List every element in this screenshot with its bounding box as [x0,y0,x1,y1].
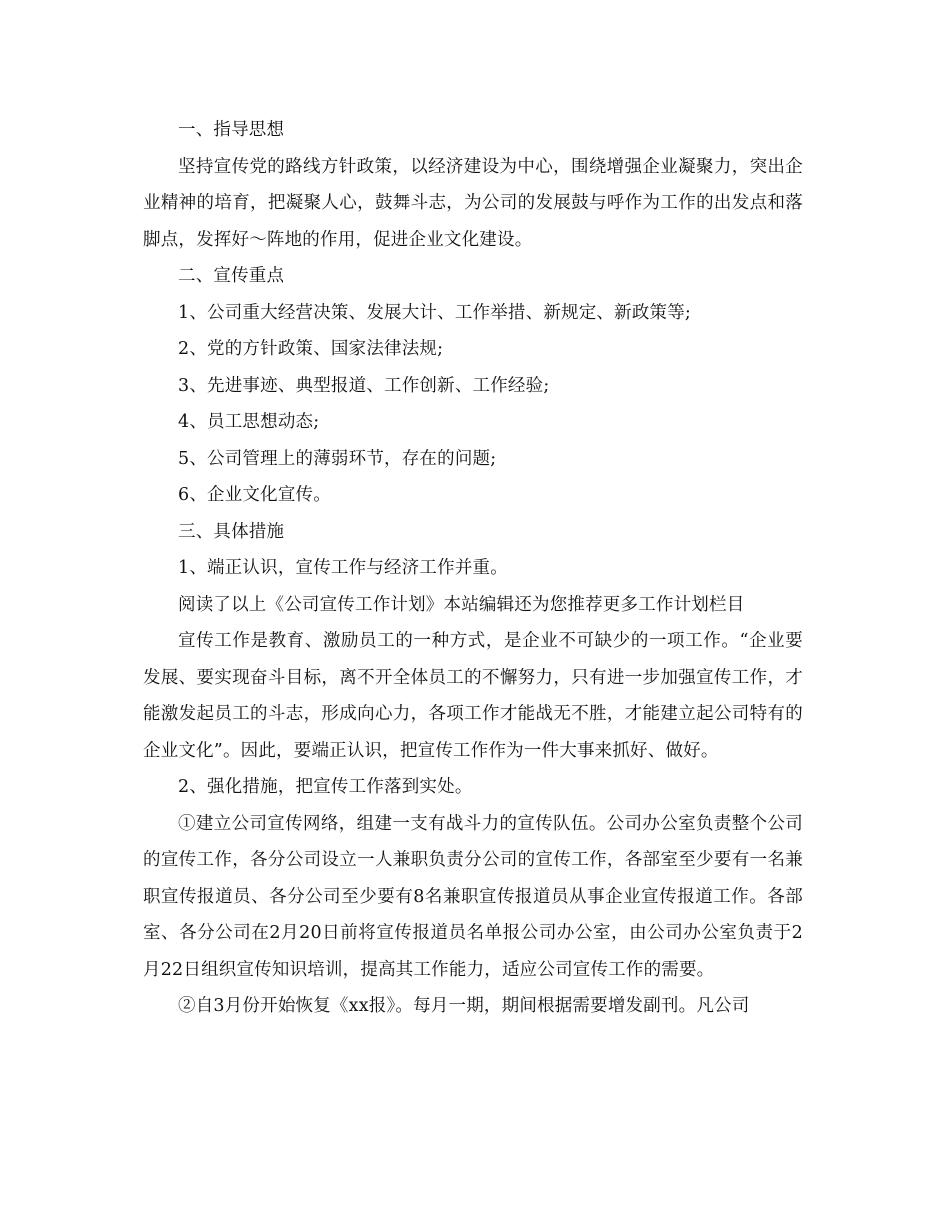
paragraph-guiding-ideology: 坚持宣传党的路线方针政策，以经济建设为中心，围绕增强企业凝聚力，突出企业精神的培育，把凝聚人心，鼓舞斗志，为公司的发展鼓与呼作为工作的出发点和落脚点，发挥好～阵地的作用，促进企业文化建设。 [143,156,803,250]
section-heading-specific-measures: 三、具体措施 [178,521,285,542]
paragraph-publicity-network: ①建立公司宣传网络，组建一支有战斗力的宣传队伍。公司办公室负责整个公司的宣传工作，各分公司设立一人兼职负责分公司的宣传工作，各部室至少要有一名兼职宣传报道员、各分公司至少要有8名兼职宣传报道员从事企业宣传报道工作。各部室、各分公司在2月20日前将宣传报道员名单报公司办公室，由公司办公室负责于2月22日组织宣传知识培训，提高其工作能力，适应公司宣传工作的需要。 [143,813,803,980]
list-item-focus-1: 1、公司重大经营决策、发展大计、工作举措、新规定、新政策等; [178,302,692,323]
list-item-focus-5: 5、公司管理上的薄弱环节，存在的问题; [178,448,497,469]
measure-item-2: 2、强化措施，把宣传工作落到实处。 [178,777,473,797]
paragraph-newspaper-resume: ②自3月份开始恢复《xx报》。每月一期，期间根据需要增发副刊。凡公司 [178,996,750,1016]
section-heading-publicity-focus: 二、宣传重点 [178,266,285,286]
list-item-focus-4: 4、员工思想动态; [178,412,320,432]
document-body [143,112,803,1025]
list-item-focus-2: 2、党的方针政策、国家法律法规; [178,339,444,359]
paragraph-publicity-importance: 宣传工作是教育、激励员工的一种方式，是企业不可缺少的一项工作。“企业要发展、要实现奋斗目标，离不开全体员工的不懈努力，只有进一步加强宣传工作，才能激发起员工的斗志，形成向心力，各项工作才能战无不胜，才能建立起公司特有的企业文化”。因此，要端正认识，把宣传工作作为一件大事来抓好、做好。 [143,631,803,761]
measure-item-1: 1、端正认识，宣传工作与经济工作并重。 [178,558,508,578]
list-item-focus-6: 6、企业文化宣传。 [178,485,331,505]
section-heading-guiding-ideology: 一、指导思想 [178,120,285,140]
recommendation-note: 阅读了以上《公司宣传工作计划》本站编辑还为您推荐更多工作计划栏目 [178,594,745,615]
list-item-focus-3: 3、先进事迹、典型报道、工作创新、工作经验; [178,375,550,396]
